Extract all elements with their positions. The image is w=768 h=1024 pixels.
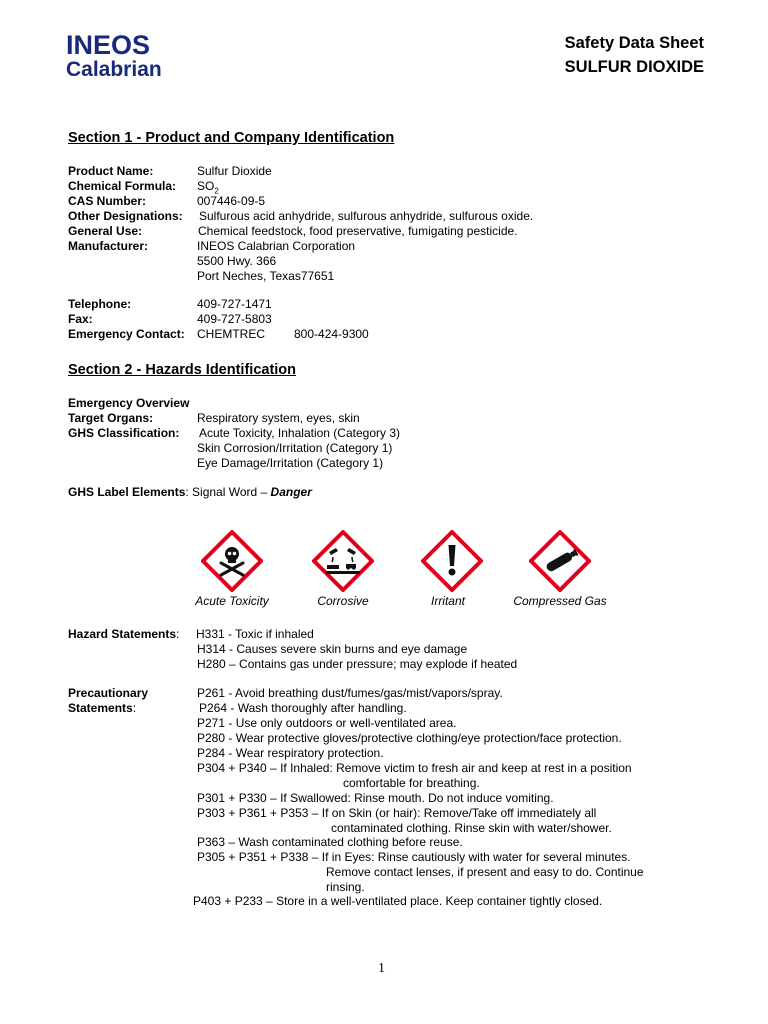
skull-crossbones-icon bbox=[201, 530, 263, 592]
emergency-overview-label: Emergency Overview bbox=[68, 396, 190, 410]
target-organs-label: Target Organs: bbox=[68, 411, 154, 425]
section1-title: Section 1 - Product and Company Identification bbox=[68, 130, 395, 146]
section2-title: Section 2 - Hazards Identification bbox=[68, 362, 297, 378]
cas-value: 007446-09-5 bbox=[197, 194, 266, 208]
manufacturer-line2: 5500 Hwy. 366 bbox=[197, 254, 277, 268]
ghs-classification-label: GHS Classification: bbox=[68, 426, 180, 440]
exclamation-mark-icon bbox=[421, 530, 483, 592]
ghs-classification-line: Eye Damage/Irritation (Category 1) bbox=[197, 456, 384, 470]
precaution-statement: P403 + P233 – Store in a well-ventilated place. Keep container tightly closed. bbox=[193, 894, 603, 908]
precaution-statement: P363 – Wash contaminated clothing before reuse. bbox=[197, 835, 463, 849]
fax-label: Fax: bbox=[68, 312, 93, 326]
precaution-statement-cont: rinsing. bbox=[326, 880, 365, 894]
precaution-statement: P303 + P361 + P353 – If on Skin (or hair): Remove/Take off immediately all bbox=[197, 806, 597, 820]
pictogram-caption: Irritant bbox=[430, 594, 465, 608]
precaution-statement: P284 - Wear respiratory protection. bbox=[197, 746, 384, 760]
hazard-statement: H314 - Causes severe skin burns and eye damage bbox=[197, 642, 468, 656]
pictogram-caption: Compressed Gas bbox=[513, 594, 607, 608]
product-name-label: Product Name: bbox=[68, 164, 154, 178]
doc-title: Safety Data Sheet bbox=[564, 34, 704, 52]
precaution-statement-cont: Remove contact lenses, if present and easy to do. Continue bbox=[326, 865, 644, 879]
manufacturer-line1: INEOS Calabrian Corporation bbox=[197, 239, 356, 253]
page-number: 1 bbox=[378, 961, 385, 976]
formula-main: SO bbox=[197, 179, 215, 193]
corrosion-icon bbox=[312, 530, 374, 592]
precaution-statement: P264 - Wash thoroughly after handling. bbox=[199, 701, 407, 715]
logo-ineos-text: INEOS bbox=[66, 30, 151, 60]
hazard-statements-label-text: Hazard Statements bbox=[68, 627, 177, 641]
other-designations-label: Other Designations: bbox=[68, 209, 183, 223]
precaution-statement: P305 + P351 + P338 – If in Eyes: Rinse cautiously with water for several minutes. bbox=[197, 850, 631, 864]
telephone-label: Telephone: bbox=[68, 297, 132, 311]
precaution-statement: P261 - Avoid breathing dust/fumes/gas/mist/vapors/spray. bbox=[197, 686, 503, 700]
gas-cylinder-icon bbox=[529, 530, 591, 592]
ghs-label-elements-label: GHS Label Elements bbox=[68, 485, 186, 499]
emergency-contact-name: CHEMTREC bbox=[197, 327, 265, 341]
ineos-calabrian-logo bbox=[66, 30, 186, 82]
ghs-classification-line: Skin Corrosion/Irritation (Category 1) bbox=[197, 441, 393, 455]
precaution-statement: P280 - Wear protective gloves/protective clothing/eye protection/face protection. bbox=[197, 731, 622, 745]
fax-value: 409-727-5803 bbox=[197, 312, 272, 326]
precautionary-colon: : bbox=[132, 701, 137, 715]
hazard-statements-label bbox=[68, 627, 179, 642]
hazard-statement: H331 - Toxic if inhaled bbox=[196, 627, 314, 641]
manufacturer-line3: Port Neches, Texas77651 bbox=[197, 269, 335, 283]
emergency-contact-phone: 800-424-9300 bbox=[294, 327, 369, 341]
emergency-contact-label: Emergency Contact: bbox=[68, 327, 185, 341]
logo-calabrian-text: Calabrian bbox=[66, 58, 162, 81]
formula-label: Chemical Formula: bbox=[68, 179, 177, 193]
precaution-statement: P301 + P330 – If Swallowed: Rinse mouth. Do not induce vomiting. bbox=[197, 791, 554, 805]
cas-label: CAS Number: bbox=[68, 194, 147, 208]
signal-word-prefix: : Signal Word – bbox=[185, 485, 271, 499]
manufacturer-label: Manufacturer: bbox=[68, 239, 149, 253]
product-title: SULFUR DIOXIDE bbox=[564, 58, 704, 76]
precaution-statement: P304 + P340 – If Inhaled: Remove victim to fresh air and keep at rest in a position bbox=[197, 761, 632, 775]
signal-word-value: Danger bbox=[270, 485, 312, 499]
other-designations-value: Sulfurous acid anhydride, sulfurous anhydride, sulfurous oxide. bbox=[199, 209, 534, 223]
formula-subscript: 2 bbox=[214, 186, 219, 196]
telephone-value: 409-727-1471 bbox=[197, 297, 272, 311]
ghs-classification-line: Acute Toxicity, Inhalation (Category 3) bbox=[199, 426, 400, 440]
ghs-label-elements-line bbox=[68, 485, 312, 500]
hazard-statement: H280 – Contains gas under pressure; may explode if heated bbox=[197, 657, 518, 671]
pictogram-caption: Corrosive bbox=[317, 594, 369, 608]
precautionary-label-text: Statements bbox=[68, 701, 133, 715]
hazard-statements-colon: : bbox=[176, 627, 180, 641]
general-use-label: General Use: bbox=[68, 224, 143, 238]
precautionary-label-line2 bbox=[68, 701, 136, 716]
general-use-value: Chemical feedstock, food preservative, fumigating pesticide. bbox=[198, 224, 518, 238]
precautionary-label-line1: Precautionary bbox=[68, 686, 149, 700]
pictogram-caption: Acute Toxicity bbox=[195, 594, 269, 608]
precaution-statement: P271 - Use only outdoors or well-ventilated area. bbox=[197, 716, 457, 730]
precaution-statement-cont: comfortable for breathing. bbox=[343, 776, 480, 790]
target-organs-value: Respiratory system, eyes, skin bbox=[197, 411, 360, 425]
product-name-value: Sulfur Dioxide bbox=[197, 164, 272, 178]
precaution-statement-cont: contaminated clothing. Rinse skin with water/shower. bbox=[331, 821, 612, 835]
